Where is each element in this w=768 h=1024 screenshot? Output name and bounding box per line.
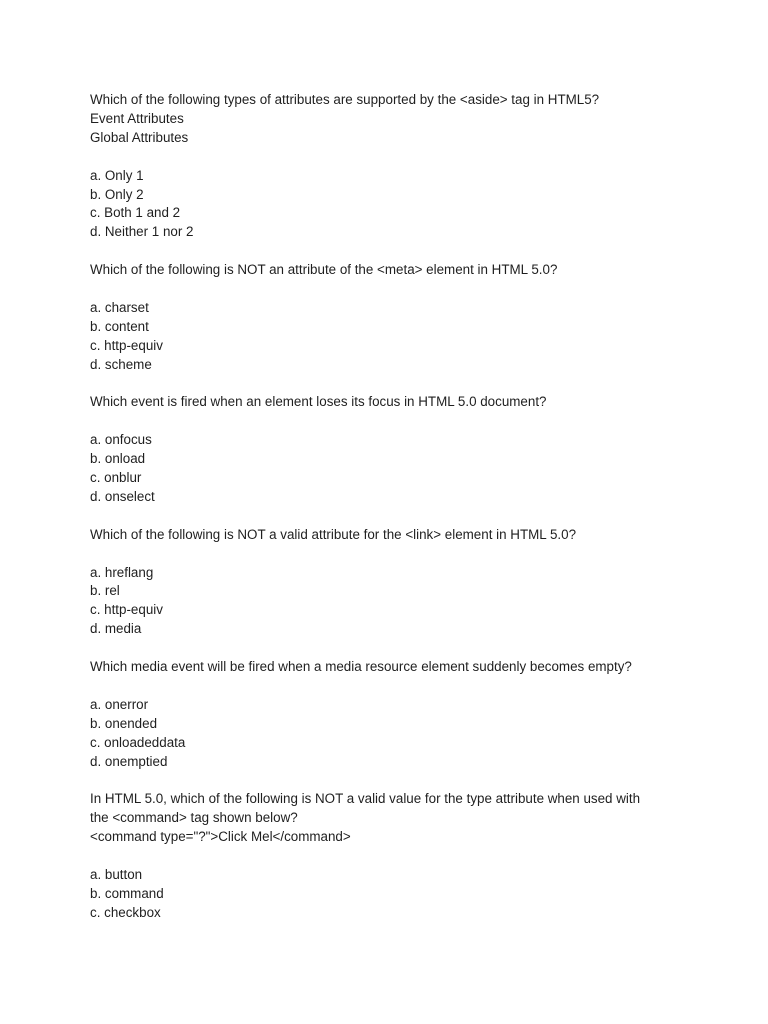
answer-option: d. media: [90, 621, 142, 637]
answer-option: a. button: [90, 866, 143, 882]
code-snippet: <command type="?">Click Mel</command>: [90, 829, 351, 845]
blank-line: [90, 375, 690, 394]
blank-line: [90, 639, 690, 658]
question-block: [90, 658, 690, 771]
answer-option: b. content: [90, 318, 149, 334]
answer-option: d. scheme: [90, 356, 152, 372]
blank-line: [90, 280, 690, 299]
blank-line: [90, 148, 690, 167]
question-text: Which event is fired when an element loses its focus in HTML 5.0 document?: [90, 394, 547, 410]
question-text: Event Attributes: [90, 110, 184, 126]
question-text: Which of the following is NOT an attribute of the <meta> element in HTML 5.0?: [90, 262, 558, 278]
answer-option: c. onloadeddata: [90, 734, 186, 750]
answer-option: d. Neither 1 nor 2: [90, 224, 194, 240]
answer-option: b. rel: [90, 583, 120, 599]
answer-option: c. http-equiv: [90, 602, 163, 618]
answer-option: b. onended: [90, 715, 158, 731]
answer-option: a. charset: [90, 299, 149, 315]
blank-line: [90, 677, 690, 696]
answer-option: b. command: [90, 885, 164, 901]
answer-option: b. Only 2: [90, 186, 144, 202]
answer-option: d. onemptied: [90, 753, 168, 769]
question-block: [90, 393, 690, 506]
quiz-content: [90, 91, 690, 923]
answer-option: c. Both 1 and 2: [90, 205, 181, 221]
blank-line: [90, 847, 690, 866]
question-text: Global Attributes: [90, 129, 189, 145]
question-block: [90, 526, 690, 639]
blank-line: [90, 545, 690, 564]
blank-line: [90, 771, 690, 790]
answer-option: c. onblur: [90, 470, 142, 486]
answer-option: c. checkbox: [90, 904, 161, 920]
blank-line: [90, 242, 690, 261]
blank-line: [90, 507, 690, 526]
question-text: In HTML 5.0, which of the following is NOT a valid value for the type attribute when used with: [90, 791, 641, 807]
question-block: [90, 261, 690, 374]
answer-option: a. hreflang: [90, 564, 154, 580]
answer-option: a. Only 1: [90, 167, 144, 183]
question-text: Which media event will be fired when a media resource element suddenly becomes empty?: [90, 659, 632, 675]
question-text: the <command> tag shown below?: [90, 810, 298, 826]
question-text: Which of the following types of attributes are supported by the <aside> tag in HTML5?: [90, 92, 600, 107]
question-text: Which of the following is NOT a valid attribute for the <link> element in HTML 5.0?: [90, 526, 577, 542]
answer-option: b. onload: [90, 451, 146, 467]
answer-option: a. onfocus: [90, 432, 152, 448]
answer-option: d. onselect: [90, 488, 155, 504]
answer-option: a. onerror: [90, 696, 149, 712]
answer-option: c. http-equiv: [90, 337, 163, 353]
blank-line: [90, 412, 690, 431]
question-block: [90, 91, 690, 242]
question-block: [90, 790, 690, 922]
